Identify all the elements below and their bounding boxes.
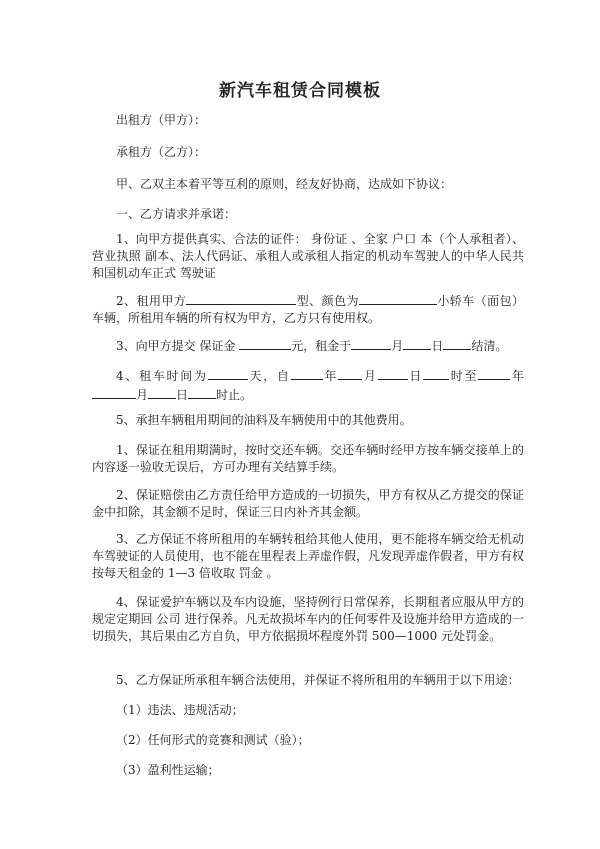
item-4-text-i: 日 [176,388,189,402]
item-3-text-e: 结清。 [471,339,508,353]
rent-extra-blank [443,336,471,350]
item-4-text-g: 年 [510,369,524,383]
lessor-line: 出租方（甲方）： [116,113,207,127]
prohibited-use-3: （3）盈利性运输； [116,763,220,777]
item-4-text-c: 年 [322,369,339,383]
end-month-blank [92,385,136,399]
end-day-blank [148,385,176,399]
end-year-blank [478,366,510,380]
start-hour-blank [423,366,449,380]
item-4-text-j: 时止。 [216,388,253,402]
item-3-text-b: 元，租金于 [291,339,352,353]
section-1-heading: 一、乙方请求并承诺： [116,207,237,221]
item-3-text-a: 3、向甲方提交 保证金 [116,339,236,353]
start-day-blank [378,366,408,380]
item-1-documents: 1、向甲方提供真实、合法的证件： 身份证 、全家 户口 本（个人承租者）、 营业执照 副本、法人代码证、承租人或承租人指定的机动车驾驶人的中华人民共和国机动车正式 驾驶证 [92,232,524,280]
prohibited-use-1: （1）违法、违规活动； [116,703,244,717]
guarantee-4-maintenance: 4、保证爱护车辆以及车内设施，坚持例行日常保养，长期租者应服从甲方的规定定期回 公司 进行保养。凡无故损坏车内的任何零件及设施并给甲方造成的一切损失，其后果由乙方自负，甲方依据损坏程度外罚 500—1000 元处罚金。 [92,595,524,643]
rental-days-blank [208,366,248,380]
deposit-amount-blank [239,336,291,350]
vehicle-model-blank [186,291,296,305]
lessee-line: 承租方（乙方）： [116,145,207,159]
item-2-text-a: 2、租用甲方 [116,294,187,308]
item-4-rental-period [92,366,524,404]
item-4-text-b: 天，自 [247,369,291,383]
vehicle-color-blank [359,291,437,305]
item-4-text-d: 月 [362,369,378,383]
item-2-text-c: 小轿车（面包）车辆，所租用车辆的所有权为甲方，乙方只有使用权。 [92,294,524,325]
guarantee-5-lawful-use: 5、乙方保证所承租车辆合法使用，并保证不将所租用的车辆用于以下用途： [116,673,520,687]
document-title: 新汽车租赁合同模板 [219,81,381,101]
item-2-vehicle [92,291,524,327]
preamble: 甲、乙双主本着平等互利的原则，经友好协商，达成如下协议： [116,177,453,191]
start-year-blank [291,366,323,380]
item-5-fuel-costs: 5、承担车辆租用期间的油料及车辆使用中的其他费用。 [116,413,412,427]
guarantee-3-no-sublet: 3、乙方保证不将所租用的车辆转租给其他人使用，更不能将车辆交给无机动车驾驶证的人员使用，也不能在里程表上弄虚作假，凡发现弄虚作假者，甲方有权按每天租金的 1—3 倍收取 罚金 。 [92,532,525,580]
prohibited-use-2: （2）任何形式的竞赛和测试（验）； [116,733,310,747]
item-3-text-c: 月 [391,339,404,353]
item-3-text-d: 日 [431,339,444,353]
item-4-text-a: 4、租车时间为 [116,369,208,383]
start-month-blank [338,366,362,380]
rent-day-blank [403,336,431,350]
end-hour-blank [188,385,216,399]
item-4-text-e: 日 [407,369,424,383]
item-3-deposit [92,336,524,355]
guarantee-1-return: 1、保证在租用期满时，按时交还车辆。交还车辆时经甲方按车辆交接单上的内容逐一验收无误后，方可办理有关结算手续。 [92,443,524,474]
guarantee-2-compensation: 2、保证赔偿由乙方责任给甲方造成的一切损失，甲方有权从乙方提交的保证金中扣除，其金额不足时，保证三日内补齐其金额。 [92,488,524,519]
item-4-text-h: 月 [136,388,149,402]
rent-month-blank [351,336,391,350]
item-4-text-f: 时至 [449,369,479,383]
item-2-text-b: 型、颜色为 [296,294,359,308]
